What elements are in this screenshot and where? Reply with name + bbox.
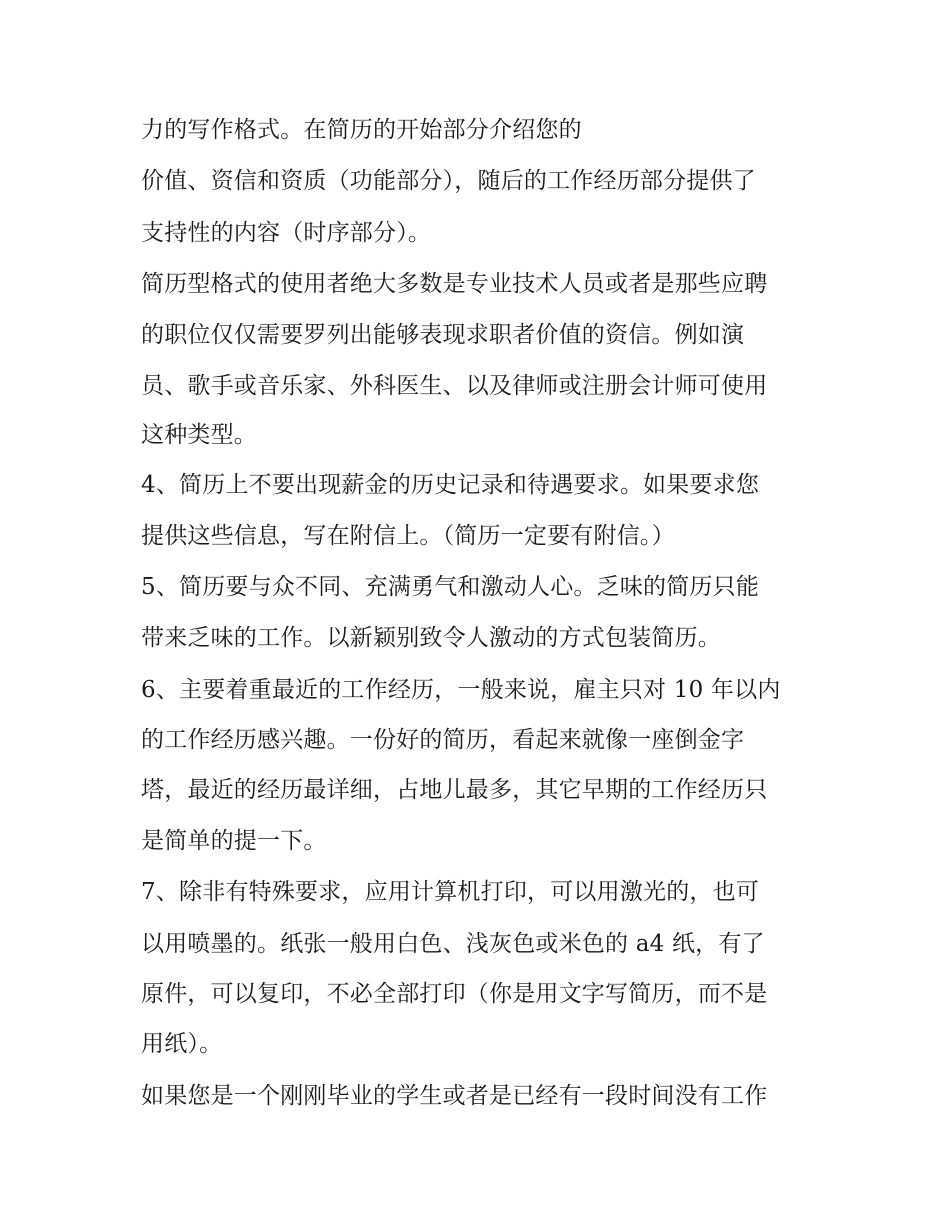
- text-line: 价值、资信和资质（功能部分），随后的工作经历部分提供了: [141, 168, 756, 194]
- text-line: 以用喷墨的。纸张一般用白色、浅灰色或米色的 a4 纸，有了: [141, 931, 765, 957]
- text-line: 原件，可以复印，不必全部打印（你是用文字写简历，而不是: [141, 981, 768, 1007]
- text-line: 带来乏味的工作。以新颖别致令人激动的方式包装简历。: [141, 625, 721, 651]
- text-line: 4、简历上不要出现薪金的历史记录和待遇要求。如果要求您: [141, 472, 760, 498]
- text-line: 5、简历要与众不同、充满勇气和激动人心。乏味的简历只能: [141, 574, 760, 600]
- text-line: 员、歌手或音乐家、外科医生、以及律师或注册会计师可使用: [141, 373, 768, 399]
- text-line: 用纸）。: [141, 1031, 223, 1057]
- text-line: 如果您是一个刚刚毕业的学生或者是已经有一段时间没有工作: [141, 1083, 768, 1109]
- text-line: 的工作经历感兴趣。一份好的简历，看起来就像一座倒金字: [141, 727, 745, 753]
- text-line: 提供这些信息，写在附信上。（简历一定要有附信。）: [141, 523, 675, 549]
- text-line: 这种类型。: [141, 422, 257, 448]
- text-line: 支持性的内容（时序部分）。: [141, 220, 432, 246]
- text-line: 力的写作格式。在简历的开始部分介绍您的: [141, 117, 582, 143]
- text-line: 7、除非有特殊要求，应用计算机打印，可以用激光的，也可: [141, 879, 760, 905]
- text-line: 6、主要着重最近的工作经历，一般来说，雇主只对 10 年以内: [141, 677, 781, 703]
- text-line: 简历型格式的使用者绝大多数是专业技术人员或者是那些应聘: [141, 271, 768, 297]
- text-line: 塔，最近的经历最详细，占地儿最多，其它早期的工作经历只: [141, 777, 768, 803]
- text-line: 的职位仅仅需要罗列出能够表现求职者价值的资信。例如演: [141, 322, 745, 348]
- text-line: 是简单的提一下。: [141, 828, 327, 854]
